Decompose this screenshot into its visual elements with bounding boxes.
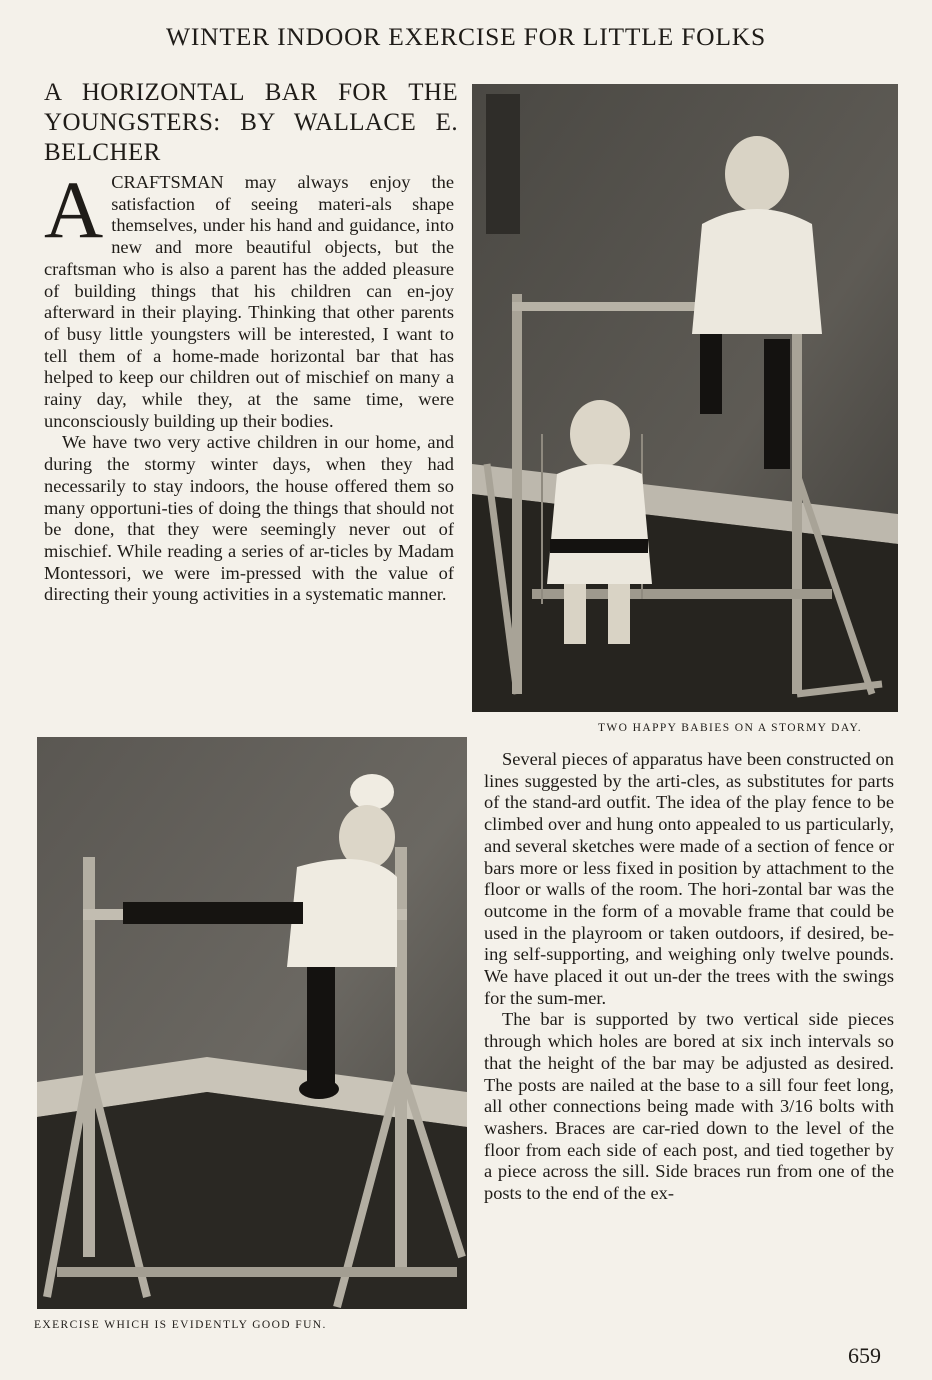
caption-top-photo: TWO HAPPY BABIES ON A STORMY DAY. [598, 722, 862, 734]
article-title: A HORIZONTAL BAR FOR THE YOUNGSTERS: BY WALLACE E. BELCHER [44, 79, 458, 166]
photo-girl-on-bar [37, 737, 467, 1309]
page-number: 659 [848, 1343, 881, 1368]
paragraph-2: We have two very active children in our home, and during the stormy winter days, when they had necessarily to stay indoors, the house offered them so many opportuni-ties of doing the things that should not be done, that they were seemingly never out of mischief. While reading a series of ar-ticles by Madam Montessori, we were im-pressed with the value of directing their young activities in a systematic manner. [44, 432, 454, 605]
photo-two-babies [472, 84, 898, 712]
photo-two-babies-image [472, 84, 898, 712]
paragraph-3: Several pieces of apparatus have been constructed on lines suggested by the arti-cles, as substitutes for parts of the stand-ard outfit. The idea of the play fence to be climbed over and hung onto appealed to us particularly, and several sketches were made of a section of fence or bars more or less fixed in position by attachment to the floor or walls of the room. The hori-zontal bar was the outcome in the form of a movable frame that could be used in the playroom or taken outdoors, if desired, be-ing self-supporting, and weighing only twelve pounds. We have placed it out un-der the trees with the swings for the sum-mer. [484, 749, 894, 1008]
left-column-text [44, 164, 454, 606]
paragraph-1 [44, 164, 454, 432]
paragraph-4: The bar is supported by two vertical side pieces through which holes are bored at six inch intervals so that the height of the bar may be adjusted as desired. The posts are nailed at the base to a sill four feet long, all other connections being made with 3/16 bolts with washers. Braces are car-ried down to the level of the floor from each side of each post, and tied together by a piece across the sill. Side braces run from one of the posts to the end of the ex- [484, 1009, 894, 1204]
caption-bottom-photo: EXERCISE WHICH IS EVIDENTLY GOOD FUN. [34, 1319, 327, 1331]
paragraph-1-text: CRAFTSMAN may always enjoy the satisfaction of seeing materi-als shape themselves, under his hand and guidance, into new and more beautiful objects, but the craftsman who is also a parent has the added pleasure of building things that his children can en-joy afterward in their playing. Thinking that other parents of busy little youngsters will be interested, I want to tell them of a home-made horizontal bar that has helped to keep our children out of mischief on many a rainy day, while they, at the same time, were unconsciously building up their bodies. [44, 172, 454, 431]
running-head: WINTER INDOOR EXERCISE FOR LITTLE FOLKS [166, 22, 766, 51]
right-column-text [484, 749, 894, 1205]
photo-girl-on-bar-image [37, 737, 467, 1309]
drop-cap: A [44, 164, 104, 255]
